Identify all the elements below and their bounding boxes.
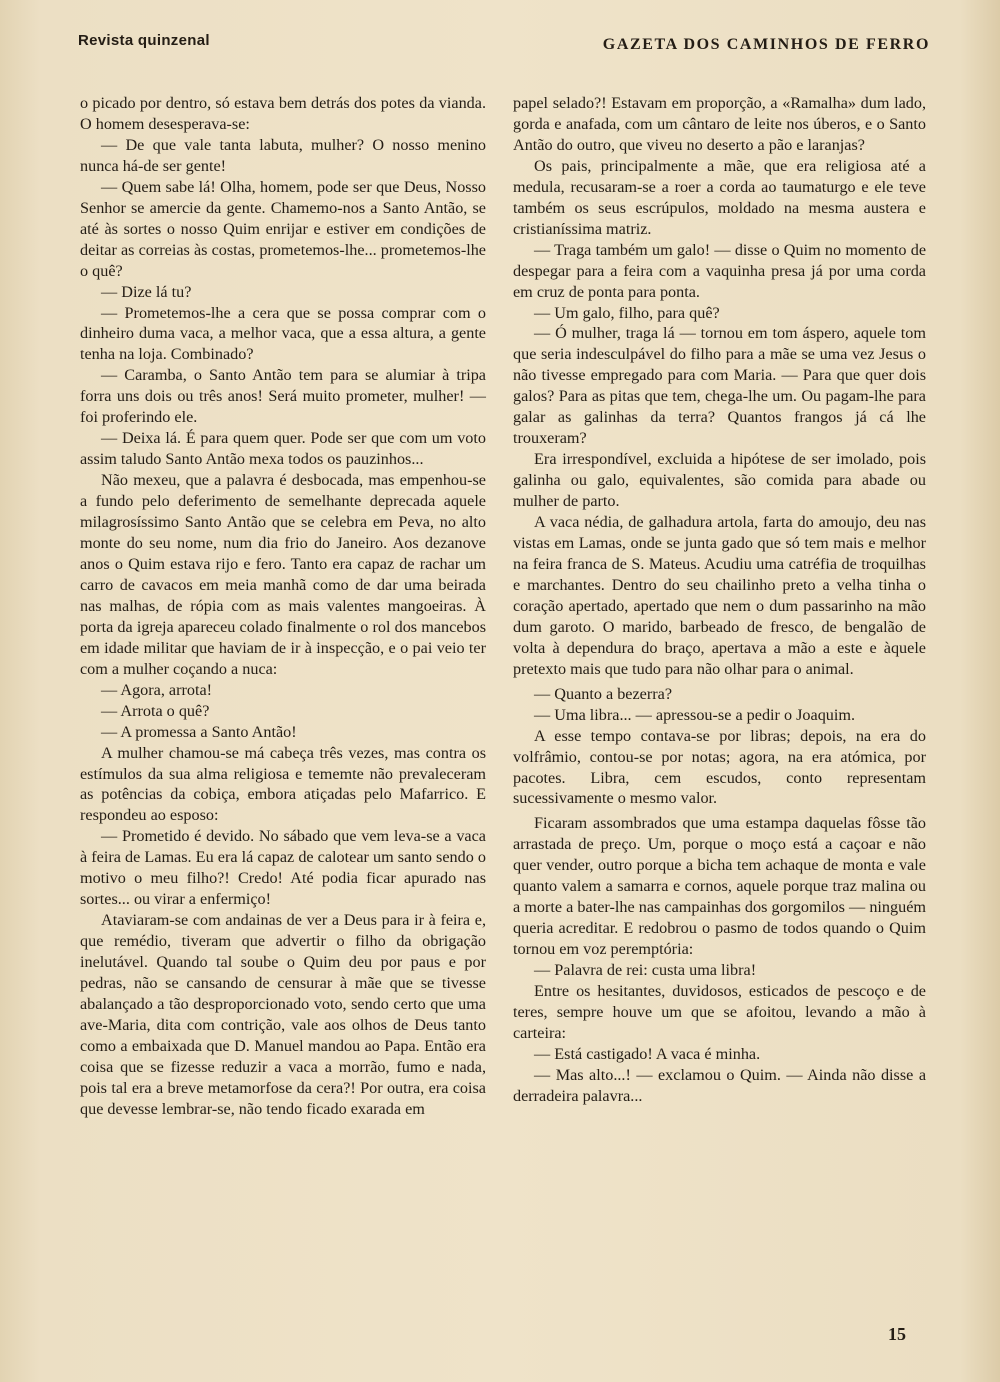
paragraph: — Deixa lá. É para quem quer. Pode ser que com um voto assim taludo Santo Antão mexa todos os pauzinhos...: [80, 429, 486, 469]
header-left-title: Revista quinzenal: [78, 32, 210, 49]
paragraph: — Um galo, filho, para quê?: [534, 303, 720, 322]
paragraph: Ficaram assombrados que uma estampa daquelas fôsse tão arrastada de preço. Um, porque o moço está a caçoar e não quer vender, outro porque a bicha tem achaque de monta e vale quanto valem a samarra e cornos, aquele porque traz malina ou a morte a bater-lhe nas campainhas dos gorgomilos — ninguém queria acreditar. E redobrou o pasmo de todos quando o Quim tornou em voz peremptória:: [513, 814, 926, 959]
paragraph: — Quem sabe lá! Olha, homem, pode ser que Deus, Nosso Senhor se amercie da gente. Chamemo-nos a Santo Antão, se até às sortes o nosso Quim enrijar e estiver em condições de deitar as correias às costas, prometemos-lhe... prometemos-lhe o quê?: [80, 177, 486, 280]
paragraph: — Traga também um galo! — disse o Quim no momento de despegar para a feira com a vaquinha presa já por uma corda em cruz de ponta para ponta.: [513, 240, 926, 301]
paragraph: — De que vale tanta labuta, mulher? O nosso menino nunca há-de ser gente!: [80, 135, 486, 175]
paragraph: — Uma libra... — apressou-se a pedir o Joaquim.: [534, 705, 856, 724]
paragraph: Era irrespondível, excluida a hipótese de ser imolado, pois galinha ou galo, equivalentes, são comida para abade ou mulher de parto.: [513, 450, 926, 511]
paragraph: — Quanto a bezerra?: [534, 684, 673, 703]
paragraph: — Está castigado! A vaca é minha.: [534, 1044, 761, 1063]
paragraph: — Mas alto...! — exclamou o Quim. — Ainda não disse a derradeira palavra...: [513, 1065, 926, 1105]
header-right-title: GAZETA DOS CAMINHOS DE FERRO: [602, 36, 930, 53]
paragraph: — Arrota o quê?: [101, 701, 210, 720]
paragraph: o picado por dentro, só estava bem detrás dos potes da vianda. O homem desesperava-se:: [80, 94, 486, 133]
paragraph: Os pais, principalmente a mãe, que era religiosa até a medula, recusaram-se a roer a corda ao taumaturgo e ele teve também os seus escrúpulos, moldado na mesma austera e cristianíssima matriz.: [513, 156, 926, 238]
paragraph: A esse tempo contava-se por libras; depois, na era do volfrâmio, contou-se por notas; agora, na era atómica, por pacotes. Libra, cem escudos, conto representam sucessivamente o mesmo valor.: [513, 726, 926, 808]
paragraph: — Agora, arrota!: [101, 680, 213, 699]
paragraph: — Ó mulher, traga lá — tornou em tom áspero, aquele tom que seria indesculpável do filho para a mãe se uma vez Jesus o não tivesse empregado para com Maria. — Para que quer dois galos? Para as pitas que tem, chega-lhe um. Ou pagam-lhe para galar as galinhas da terra? Quantos frangos já cá lhe trouxeram?: [513, 324, 926, 448]
paragraph: A vaca nédia, de galhadura artola, farta do amoujo, deu nas vistas em Lamas, onde se junta gado que só tem mais e melhor na feira franca de S. Mateus. Acudiu uma catréfia de troquilhas e marchantes. Dentro do seu chailinho preto a velha tinha o coração apertado, apertado que nem o dum passarinho na mão dum garoto. O marido, barbeado de fresco, de bengalão de volta à dependura do braço, apertava a mão a este e àquele pretexto mais que tudo para não olhar para o animal.: [513, 513, 926, 678]
paragraph: papel selado?! Estavam em proporção, a «Ramalha» dum lado, gorda e anafada, com um cântaro de leite nos úberos, e o Santo Antão do outro, que viveu no deserto a pão e laranjas?: [513, 94, 926, 154]
paragraph: — Palavra de rei: custa uma libra!: [534, 961, 757, 980]
paragraph: — Prometido é devido. No sábado que vem leva-se a vaca à feira de Lamas. Eu era lá capaz de calotear um santo sendo o motivo o meu filho?! Credo! Até podia ficar apurado nas sortes... ou virar a enfermiço!: [80, 827, 486, 909]
paragraph: Entre os hesitantes, duvidosos, esticados de pescoço e de teres, sempre houve um que se afoitou, levando a mão à carteira:: [513, 982, 926, 1042]
paragraph: A mulher chamou-se má cabeça três vezes, mas contra os estímulos da sua alma religiosa e tememte não prevaleceram as potências da cobiça, embora atiçadas pelo Mafarrico. E respondeu ao esposo:: [80, 743, 486, 825]
paragraph: — Dize lá tu?: [101, 282, 192, 301]
paragraph: — A promessa a Santo Antão!: [101, 722, 297, 741]
page-number: 15: [888, 1324, 906, 1344]
left-column: [80, 93, 486, 1120]
paragraph: — Prometemos-lhe a cera que se possa comprar com o dinheiro duma vaca, a melhor vaca, que a essa altura, a gente tenha na loja. Combinado?: [80, 303, 486, 364]
paragraph: Não mexeu, que a palavra é desbocada, mas empenhou-se a fundo pelo deferimento de semelhante deprecada aquele milagrosíssimo Santo Antão que se celebra em Peva, no alto monte do seu nome, num dia frio do Janeiro. Aos dezanove anos o Quim estava rijo e fero. Tanto era capaz de rachar um carro de cavacos em meia manhã como de dar uma beirada nas malhas, de rópia com as mais valentes mangoeiras. À porta da igreja apareceu colado finalmente o rol dos mancebos em idade militar que haviam de ir à inspecção, e o pai veio ter com a mulher coçando a nuca:: [80, 471, 486, 678]
right-column: [513, 93, 926, 1107]
paragraph: — Caramba, o Santo Antão tem para se alumiar à tripa forra uns dois ou três anos! Será muito prometer, mulher! — foi proferindo ele.: [80, 366, 486, 427]
paragraph: Ataviaram-se com andainas de ver a Deus para ir à feira e, que remédio, tiveram que advertir o filho da obrigação inelutável. Quando tal soube o Quim deu por paus e por pedras, não se cansando de censurar à mãe que se tivesse abalançado a tão desproporcionado voto, sendo certo que uma ave-Maria, dita com contrição, vale aos olhos de Deus tanto como a embaixada que D. Manuel mandou ao Papa. Então era coisa que se fizesse reduzir a vaca a morrão, fumo e nada, pois tal era a breve metamorfose da cera?! Por outra, era coisa que devesse lembrar-se, não tendo ficado exarada em: [80, 911, 486, 1118]
